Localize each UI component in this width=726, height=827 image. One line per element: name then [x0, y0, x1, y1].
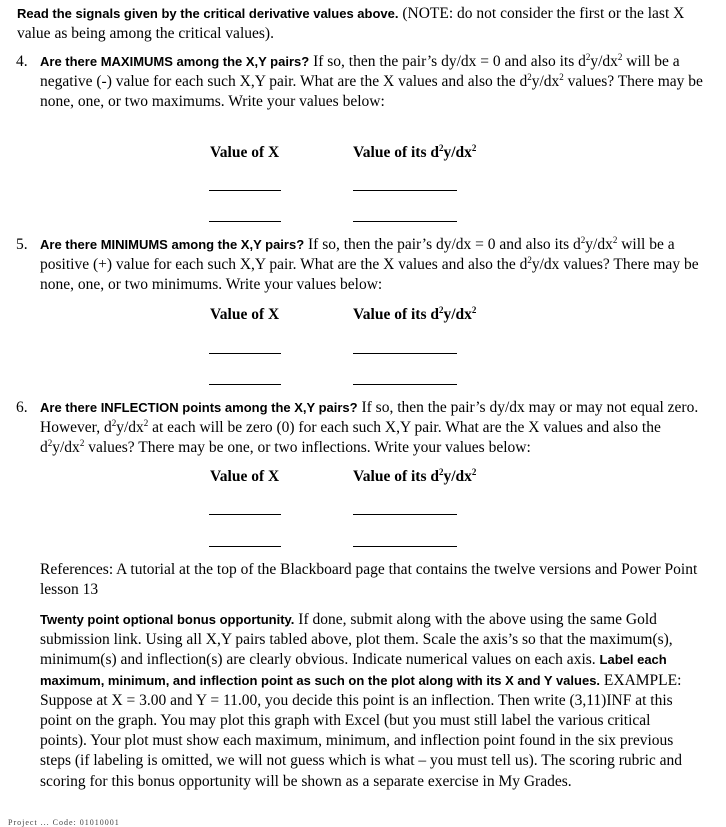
q5-text-3: will be a positive (+) value for each such X,Y pair. What are the X values and also the d [40, 236, 675, 273]
question-6-number: 6. [16, 399, 28, 416]
question-6-text [40, 398, 706, 458]
q4-blank-d2-2[interactable] [353, 221, 457, 222]
q6-header-d2 [353, 468, 476, 486]
intro-rest: (NOTE: do not consider the first or the last X value as being among the critical values). [17, 5, 685, 42]
question-5-bold: Are there MINIMUMS among the X,Y pairs? [40, 237, 305, 252]
q6-blank-x-1[interactable] [209, 514, 281, 515]
q5-blank-d2-1[interactable] [353, 353, 457, 354]
q5-sup-2: 2 [612, 234, 618, 245]
q5-sup-1: 2 [580, 234, 586, 245]
question-4-bold: Are there MAXIMUMS among the X,Y pairs? [40, 54, 310, 69]
q5-hdr-mid: y/dx [443, 306, 472, 323]
page-footer: Project ... Code: 01010001 [8, 818, 120, 827]
q6-header-x: Value of X [210, 468, 280, 485]
q4-hdr-sup-1: 2 [438, 142, 444, 153]
question-5-number: 5. [16, 236, 28, 253]
question-6-bold: Are there INFLECTION points among the X,Y pairs? [40, 400, 358, 415]
q4-hdr-mid: y/dx [443, 144, 472, 161]
q6-text-2: y/dx [116, 419, 144, 436]
q6-hdr-prefix: Value of its d [353, 468, 439, 485]
question-5 [16, 235, 706, 295]
q6-sup-3: 2 [47, 437, 53, 448]
q6-text-1: If so, then the pair’s dy/dx may or may not equal zero. However, d [40, 399, 699, 436]
q6-hdr-sup-1: 2 [438, 466, 444, 477]
q6-blank-x-2[interactable] [209, 546, 281, 547]
question-4 [16, 52, 706, 112]
q4-hdr-sup-2: 2 [471, 142, 477, 153]
q6-sup-4: 2 [79, 437, 85, 448]
q5-text-1: If so, then the pair’s dy/dx = 0 and also its d [304, 236, 581, 253]
q4-blank-x-2[interactable] [209, 221, 281, 222]
q4-sup-1: 2 [585, 51, 591, 62]
q5-blank-x-2[interactable] [209, 384, 281, 385]
q6-text-5: values? There may be one, or two inflections. Write your values below: [84, 439, 531, 456]
bonus-bold-1: Twenty point optional bonus opportunity. [40, 612, 295, 627]
intro-paragraph [17, 4, 707, 44]
bonus-text-1: If done, submit along with the above using the same Gold submission link. Using all X,Y pairs tabled above, plot them. Scale the axis’s so that the maximum(s), minimum(s) and inflection(s) are clearly obvious. Indicate numerical values on each axis. [40, 611, 673, 669]
q6-sup-1: 2 [111, 417, 117, 428]
q4-header-d2 [353, 144, 476, 162]
q4-text-3: will be a negative (-) value for each such X,Y pair. What are the X values and also the d [40, 53, 680, 90]
q4-sup-2: 2 [617, 51, 623, 62]
bonus-bold-2: Label each maximum, minimum, and inflection point as such on the plot along with its X and Y values. [40, 652, 667, 688]
q5-text-2: y/dx [585, 236, 613, 253]
q6-hdr-mid: y/dx [443, 468, 472, 485]
q4-blank-x-1[interactable] [209, 190, 281, 191]
q4-text-1: If so, then the pair’s dy/dx = 0 and also its d [309, 53, 586, 70]
q6-text-3: at each will be zero (0) for each such X,Y pair. What are the X values and also the d [40, 419, 661, 456]
question-4-text [40, 52, 706, 112]
q4-header-x: Value of X [210, 144, 280, 161]
q6-blank-d2-1[interactable] [353, 514, 457, 515]
q5-sup-3: 2 [527, 254, 532, 265]
q5-blank-d2-2[interactable] [353, 384, 457, 385]
intro-bold: Read the signals given by the critical derivative values above. [17, 6, 399, 21]
q4-text-4: y/dx [531, 73, 560, 90]
question-5-text [40, 235, 706, 295]
question-4-number: 4. [16, 53, 28, 70]
q4-sup-3: 2 [527, 71, 532, 82]
q5-header-x: Value of X [210, 306, 280, 323]
q4-text-5: values? There may be none, one, or two maximums. Write your values below: [40, 73, 703, 110]
q5-text-4: y/dx values? There may be none, one, or two minimums. Write your values below: [40, 256, 699, 293]
q4-text-2: y/dx [590, 53, 618, 70]
q4-hdr-prefix: Value of its d [353, 144, 439, 161]
q4-sup-4: 2 [559, 71, 564, 82]
q5-hdr-sup-1: 2 [438, 304, 444, 315]
q5-hdr-prefix: Value of its d [353, 306, 439, 323]
q5-hdr-sup-2: 2 [471, 304, 477, 315]
bonus-text-2: EXAMPLE: Suppose at X = 3.00 and Y = 11.00, you decide this point is an inflection. Then write (3,11)INF at this point on the graph. You may plot this graph with Excel (but you must still label the various critical points). Your plot must show each maximum, minimum, and inflection point found in the six previous steps (if labeling is omitted, we will not guess which is what – you must tell us). The scoring rubric and scoring for this bonus opportunity will be shown as a separate exercise in My Grades. [40, 671, 683, 790]
q4-blank-d2-1[interactable] [353, 190, 457, 191]
q6-sup-2: 2 [143, 417, 149, 428]
q6-hdr-sup-2: 2 [471, 466, 477, 477]
q6-blank-d2-2[interactable] [353, 546, 457, 547]
references-paragraph: References: A tutorial at the top of the Blackboard page that contains the twelve versions and Power Point lesson 13 [40, 561, 698, 598]
q5-blank-x-1[interactable] [209, 353, 281, 354]
question-6 [16, 398, 706, 458]
q5-header-d2 [353, 306, 476, 324]
q6-text-4: y/dx [52, 439, 80, 456]
bonus-paragraph [40, 610, 700, 792]
